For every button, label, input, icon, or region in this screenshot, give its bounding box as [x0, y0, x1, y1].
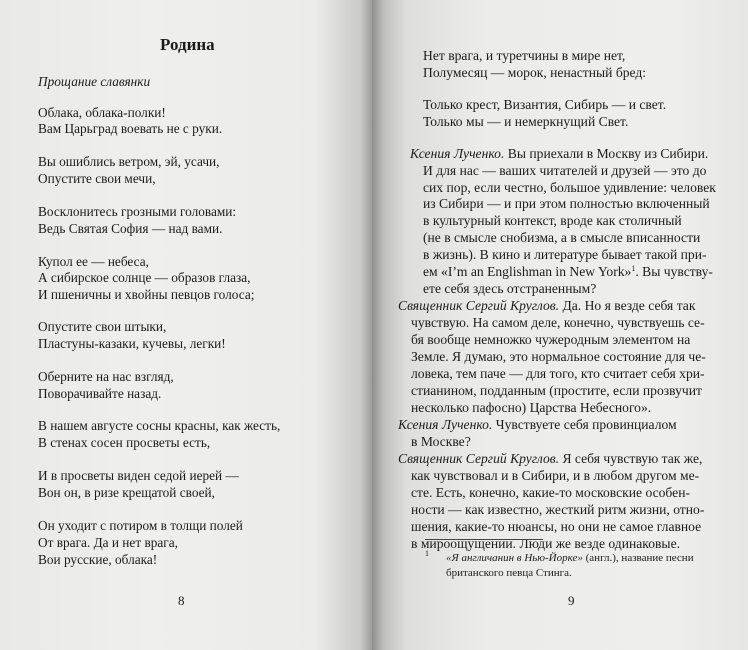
speaker-name: Ксения Лученко. — [410, 146, 505, 161]
footnote-number: 1 — [425, 549, 429, 558]
poem-subtitle: Прощание славянки — [38, 74, 151, 89]
poem-line: Пластуны-казаки, кучевы, легки! — [38, 336, 226, 351]
page-number-right: 9 — [568, 593, 575, 608]
dialogue-line: ем «I’m an Englishman in New York»$^1$. Вы чувству- — [423, 264, 713, 279]
poem-line: Полумесяц — морок, ненастный бред: — [423, 65, 647, 80]
poem-line: Нет врага, и туретчины в мире нет, — [423, 48, 626, 63]
dialogue-line: в Москве? — [411, 434, 471, 449]
dialogue-line: шения, какие-то нюансы, но они не самое главное — [411, 519, 702, 534]
footnote-line: «Я англичанин в Нью-Йорке» (англ.), название песни — [446, 552, 694, 564]
poem-line: От врага. Да и нет врага, — [38, 535, 178, 550]
dialogue-line: Священник Сергий Круглов. Да. Но я везде себя так — [398, 298, 696, 313]
dialogue-line: сих пор, если честно, большое удивление: человек — [423, 180, 716, 195]
dialogue-line: в мироощущении. Люди же везде одинаковые. — [411, 536, 680, 551]
dialogue-line: в культурный контекст, вроде как столичный — [423, 213, 682, 228]
speaker-name: Ксения Лученко. — [398, 417, 493, 432]
poem-title: Родина — [160, 35, 215, 54]
dialogue-line: чувствую. На самом деле, конечно, чувствуешь се- — [411, 315, 705, 330]
poem-line: И пшеничны и хвойны певцов голоса; — [38, 287, 255, 302]
page-number-left: 8 — [178, 593, 185, 608]
speaker-name: Священник Сергий Круглов. — [398, 451, 560, 466]
poem-line: Он уходит с потиром в толщи полей — [38, 518, 243, 533]
poem-line: Ведь Святая София — над вами. — [38, 221, 223, 236]
poem-line: Только мы — и немеркнущий Свет. — [423, 114, 629, 129]
footnote-divider — [425, 539, 543, 540]
poem-line: Восклонитесь грозными головами: — [38, 204, 237, 219]
poem-line: Оберните на нас взгляд, — [38, 369, 174, 384]
poem-line: И в просветы виден седой иерей — — [38, 468, 239, 483]
dialogue-line: как чувствовал и в Сибири, и в любом другом ме- — [411, 468, 700, 483]
dialogue-line: сте. Есть, конечно, какие-то московские особен- — [411, 485, 690, 500]
dialogue-line: (не в смысле снобизма, а в смысле вписанности — [423, 230, 701, 245]
poem-line: Поворачивайте назад. — [38, 386, 162, 401]
poem-line: Только крест, Византия, Сибирь — и свет. — [423, 97, 667, 112]
poem-line: Облака, облака-полки! — [38, 105, 166, 120]
dialogue-line: ности — как известно, жесткий ритм жизни, отно- — [411, 502, 705, 517]
poem-line: Купол ее — небеса, — [38, 254, 149, 269]
dialogue-line: Ксения Лученко. Чувствуете себя провинциалом — [398, 417, 677, 432]
dialogue-line: в жизнь). В кино и литературе бывает такой при- — [423, 247, 707, 262]
poem-line: В нашем августе сосны красны, как жесть, — [38, 418, 281, 433]
poem-line: Вам Царьград воевать не с руки. — [38, 121, 223, 136]
poem-line: Вои русские, облака! — [38, 552, 158, 567]
footnote-ref: 1 — [631, 264, 636, 273]
dialogue-line: из Сибири — и при этом полностью включенный — [423, 196, 710, 211]
dialogue-line: бя вообще немножко чужеродным элементом на — [411, 332, 691, 347]
speaker-name: Священник Сергий Круглов. — [398, 298, 560, 313]
poem-line: А сибирское солнце — образов глаза, — [38, 270, 251, 285]
footnote-line: британского певца Стинга. — [446, 567, 572, 579]
dialogue-line: Священник Сергий Круглов. Я себя чувствую так же, — [398, 451, 703, 466]
dialogue-line: стианином, подданным (простите, если прозвучит — [411, 383, 702, 398]
dialogue-line: Ксения Лученко. Вы приехали в Москву из Сибири. — [410, 146, 709, 161]
poem-line: В стенах сосен просветы есть, — [38, 435, 211, 450]
poem-line: Вы ошиблись ветром, эй, усачи, — [38, 154, 220, 169]
dialogue-line: несколько пафосно) Царства Небесного». — [411, 400, 652, 415]
poem-line: Вон он, в ризе крещатой своей, — [38, 485, 215, 500]
footnote — [425, 549, 429, 565]
dialogue-line: И для нас — ваших читателей и друзей — это до — [423, 163, 707, 178]
dialogue-line: ловека, тем паче — для того, кто считает себя хри- — [411, 366, 705, 381]
dialogue-line: Земле. Я думаю, это нормальное состояние для че- — [411, 349, 706, 364]
poem-line: Опустите свои мечи, — [38, 171, 156, 186]
poem-line: Опустите свои штыки, — [38, 319, 167, 334]
dialogue-line: ете себя здесь отстраненным? — [423, 281, 597, 296]
